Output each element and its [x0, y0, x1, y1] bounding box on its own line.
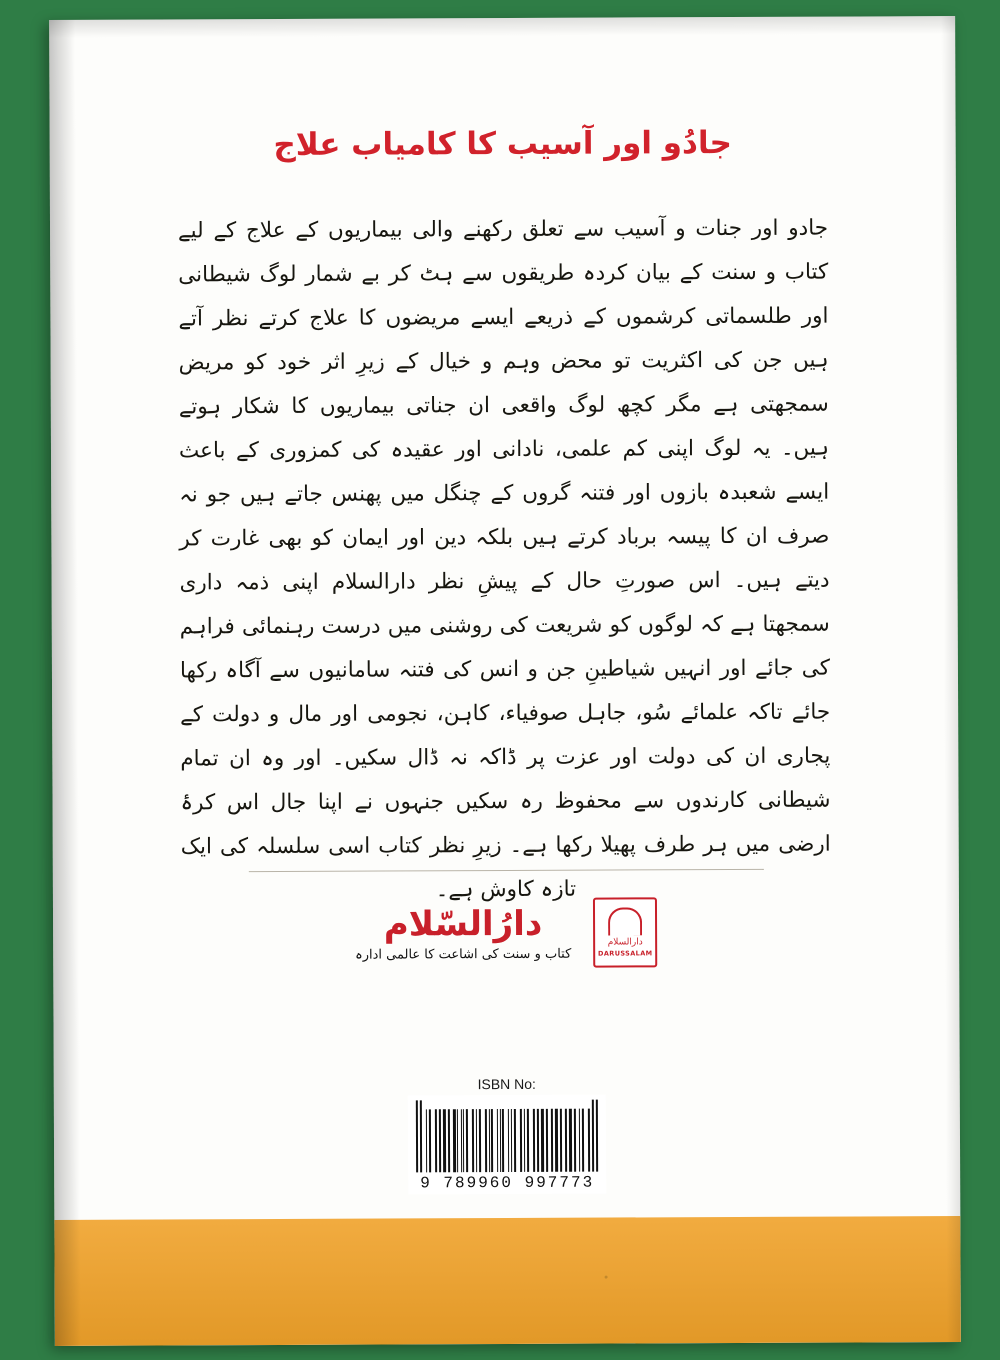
footer-color-band	[54, 1216, 961, 1346]
publisher-emblem-icon	[593, 897, 657, 967]
publisher-name: دارُالسّلام	[383, 903, 543, 945]
isbn-block	[54, 1074, 961, 1196]
barcode-digits: 9 789960 997773	[420, 1173, 595, 1193]
barcode	[408, 1095, 606, 1195]
back-cover-content	[49, 16, 961, 1346]
blurb-text	[178, 207, 831, 914]
publisher-wordmark	[355, 904, 571, 962]
publisher-emblem-arabic: دارالسلام	[607, 937, 643, 948]
book	[49, 16, 961, 1346]
footer-band-highlight	[54, 1216, 961, 1346]
page-title: جادُو اور آسیب کا کامیاب علاج	[273, 125, 732, 164]
publisher-emblem-latin: DARUSSALAM	[598, 949, 653, 958]
publisher-logo	[53, 896, 959, 970]
blurb-paragraph: جادو اور جنات و آسیب سے تعلق رکھنے والی بیماریوں کے علاج کے لیے کتاب و سنت کے بیان کردہ طریقوں سے ہٹ کر بے شمار لوگ شیطانی اور طلسماتی کرشموں کے ذریعے ایسے مریضوں کا علاج کرتے نظر آتے ہیں جن کی اکثریت تو محض وہم و خیال کے زیرِ اثر خود کو مریض سمجھتی ہے مگر کچھ لوگ واقعی ان جناتی بیماریوں کا شکار ہوتے ہیں۔ یہ لوگ اپنی کم علمی، نادانی اور عقیدہ کی کمزوری کے باعث ایسے شعبدہ بازوں اور فتنہ گروں کے چنگل میں پھنس جاتے ہیں جو نہ صرف ان کا پیسہ برباد کرتے ہیں بلکہ دین اور ایمان کو بھی غارت کر دیتے ہیں۔ اس صورتِ حال کے پیشِ نظر دارالسلام اپنی ذمہ داری سمجھتا ہے کہ لوگوں کو شریعت کی روشنی میں درست رہنمائی فراہم کی جائے اور انہیں شیاطینِ جن و انس کی فتنہ سامانیوں سے آگاہ رکھا جائے تاکہ علمائے سُو، جاہل صوفیاء، کاہن، نجومی اور مال و دولت کے پجاری ان کی دولت اور عزت پر ڈاکہ نہ ڈال سکیں۔ اور وہ ان تمام شیطانی کارندوں سے محفوظ رہ سکیں جنہوں نے اپنا جال اس کرۂ ارضی میں ہر طرف پھیلا رکھا ہے۔ زیرِ نظر کتاب اسی سلسلہ کی ایک تازہ کاوش ہے۔	[177, 215, 831, 903]
publisher-tagline: کتاب و سنت کی اشاعت کا عالمی ادارہ	[355, 946, 572, 963]
isbn-label: ISBN No:	[477, 1075, 536, 1093]
barcode-bars	[416, 1100, 598, 1173]
paper-speck	[605, 1276, 608, 1279]
mihrab-arch-icon	[608, 907, 642, 935]
